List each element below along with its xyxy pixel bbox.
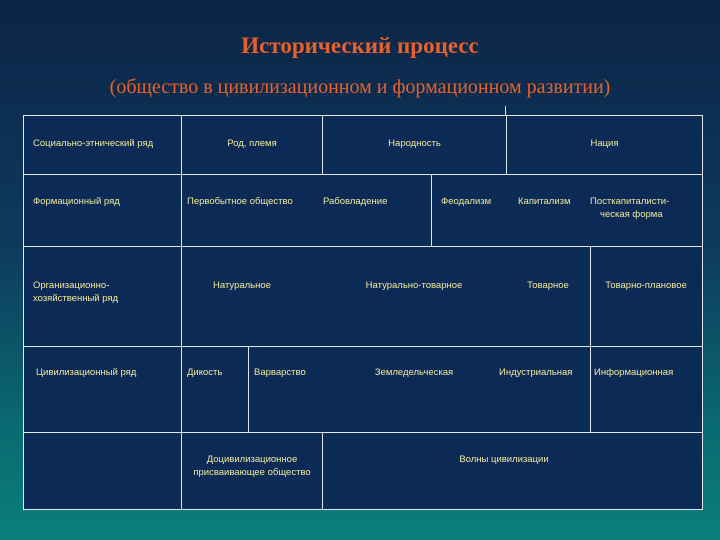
cell-civilization-waves: Волны цивилизации bbox=[459, 454, 549, 465]
history-table bbox=[23, 115, 703, 510]
row-label-economy-line1: Организационно- bbox=[33, 280, 110, 291]
cell-commodity: Товарное bbox=[527, 280, 569, 291]
col-divider bbox=[322, 432, 323, 509]
page-title: Исторический процесс bbox=[241, 33, 479, 58]
cell-nation: Нация bbox=[590, 138, 619, 149]
row-label-civilization: Цивилизационный ряд bbox=[36, 367, 137, 378]
cell-precivilization-line2: присваивающее общество bbox=[193, 467, 311, 478]
cell-nationality: Народность bbox=[388, 138, 441, 149]
col-divider bbox=[590, 246, 591, 432]
cell-postcapitalist-line1: Посткапиталисти- bbox=[590, 196, 670, 207]
cell-informational: Информационная bbox=[594, 367, 674, 378]
row-label-economy-line2: хозяйственный ряд bbox=[33, 293, 119, 304]
row-divider bbox=[24, 346, 702, 347]
page-subtitle: (общество в цивилизационном и формационном развитии) bbox=[109, 76, 611, 98]
row-divider bbox=[24, 174, 702, 175]
row-label-formation: Формационный ряд bbox=[33, 196, 120, 207]
cell-postcapitalist-line2: ческая форма bbox=[600, 209, 663, 220]
cell-commodity-planned: Товарно-плановое bbox=[605, 280, 687, 291]
col-divider bbox=[181, 116, 182, 509]
col-divider bbox=[431, 174, 432, 246]
row-label-social: Социально-этнический ряд bbox=[33, 138, 154, 149]
row-divider bbox=[24, 246, 702, 247]
cell-industrial: Индустриальная bbox=[499, 367, 573, 378]
cell-capitalism: Капитализм bbox=[518, 196, 571, 207]
cell-clan-tribe: Род, племя bbox=[227, 138, 277, 149]
cell-slavery: Рабовладение bbox=[323, 196, 388, 207]
cell-barbarism: Варварство bbox=[254, 367, 306, 378]
row-divider bbox=[24, 432, 702, 433]
cell-agrarian: Земледельческая bbox=[374, 367, 454, 378]
cell-feudalism: Феодализм bbox=[441, 196, 492, 207]
cell-natural: Натуральное bbox=[213, 280, 271, 291]
cell-primitive-society: Первобытное общество bbox=[187, 196, 293, 207]
cell-savagery: Дикость bbox=[187, 367, 223, 378]
col-divider bbox=[248, 346, 249, 432]
cell-precivilization-line1: Доцивилизационное bbox=[206, 454, 298, 465]
cell-natural-commodity: Натурально-товарное bbox=[365, 280, 463, 291]
